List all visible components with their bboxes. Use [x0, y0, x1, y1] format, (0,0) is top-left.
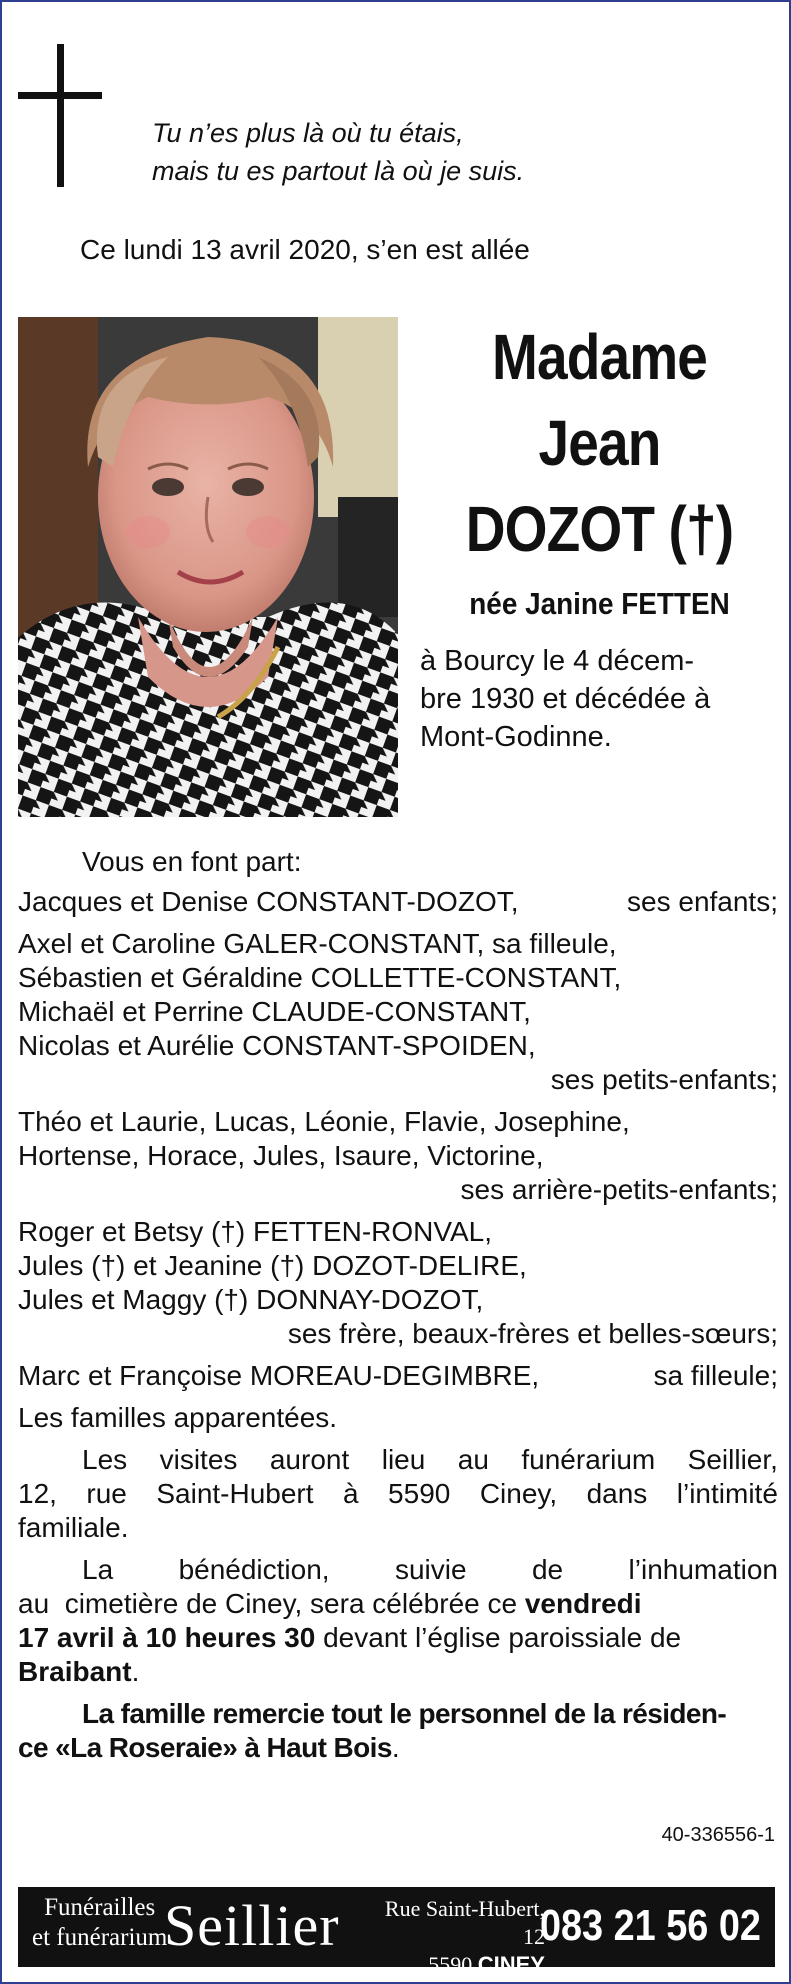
- word: La: [82, 1554, 114, 1585]
- godchild-row: [18, 1359, 778, 1393]
- word: Seillier,: [687, 1444, 778, 1475]
- birth-line: à Bourcy le 4 décem-: [420, 645, 695, 677]
- cross-icon: [57, 44, 64, 187]
- word: suivie: [394, 1554, 467, 1585]
- birth-details: [420, 642, 775, 756]
- announce-section: [18, 845, 778, 1765]
- epitaph-line: mais tu es partout là où je suis.: [152, 156, 525, 186]
- ceremony-day: vendredi: [524, 1588, 642, 1619]
- word: funérarium: [521, 1444, 656, 1475]
- postal-code: 5590: [428, 1952, 478, 1977]
- sibling-line: Roger et Betsy (†) FETTEN-RONVAL,: [18, 1216, 493, 1247]
- word: au: [457, 1444, 489, 1475]
- families-line: Les familles apparentées.: [18, 1402, 338, 1433]
- address-line: Rue Saint-Hubert, 12: [384, 1896, 545, 1949]
- intro-text: Ce lundi 13 avril 2020, s’en est allée: [80, 234, 530, 265]
- thanks-line: [18, 1731, 778, 1765]
- thanks-line: La famille remercie tout le personnel de la résiden-: [82, 1698, 727, 1729]
- children-name: Jacques et Denise CONSTANT-DOZOT,: [18, 886, 519, 917]
- word: de: [531, 1554, 564, 1585]
- sibling-line: Jules (†) et Jeanine (†) DOZOT-DELIRE,: [18, 1250, 527, 1281]
- city: CINEY: [477, 1952, 545, 1977]
- visits-line: [18, 1443, 778, 1477]
- word: l’inhumation: [628, 1554, 778, 1585]
- word: 5590: [388, 1478, 451, 1509]
- word: auront: [269, 1444, 350, 1475]
- grandchild-line: Axel et Caroline GALER-CONSTANT, sa filleule,: [18, 928, 617, 959]
- godchild-name: Marc et Françoise MOREAU-DEGIMBRE,: [18, 1360, 540, 1391]
- deceased-last-name: DOZOT (†): [465, 493, 734, 565]
- epitaph: [152, 114, 524, 190]
- ceremony-line: [18, 1655, 778, 1689]
- great-grandchild-line: Théo et Laurie, Lucas, Léonie, Flavie, Josephine,: [18, 1106, 630, 1137]
- banner-address: [375, 1895, 545, 1979]
- maiden-name: née Janine FETTEN: [469, 586, 730, 621]
- deceased-name-block: [412, 314, 787, 622]
- siblings-group: [18, 1215, 778, 1351]
- birth-line: Mont-Godinne.: [420, 721, 612, 753]
- ceremony-text: devant l’église paroissiale de: [315, 1622, 682, 1653]
- ceremony-time: 17 avril à 10 heures 30: [18, 1622, 316, 1653]
- deceased-title: Madame: [491, 321, 708, 393]
- word: Les: [82, 1444, 128, 1475]
- word: Ciney,: [479, 1478, 558, 1509]
- funeral-home-banner: [18, 1887, 775, 1977]
- word: 12,: [18, 1478, 57, 1509]
- grandchild-line: Sébastien et Géraldine COLLETTE-CONSTANT,: [18, 962, 622, 993]
- banner-subtitle-line: Funérailles: [44, 1894, 156, 1921]
- word: l’intimité: [676, 1478, 778, 1509]
- brand-name: Seillier: [164, 1893, 340, 1958]
- grandchildren-relation: ses petits-enfants;: [550, 1064, 778, 1095]
- reference-number: 40-336556-1: [661, 1824, 775, 1846]
- portrait-photo: [18, 317, 398, 817]
- ceremony-text: .: [131, 1656, 140, 1687]
- visits-line: [18, 1477, 778, 1511]
- address-line: [375, 1951, 545, 1979]
- word: lieu: [381, 1444, 426, 1475]
- visits-line: familiale.: [18, 1512, 129, 1543]
- ceremony-line: [18, 1587, 778, 1621]
- phone-number: 083 21 56 02: [540, 1901, 761, 1950]
- thanks-text: ce «La Roseraie» à Haut Bois: [18, 1732, 392, 1763]
- ceremony-line: [18, 1621, 778, 1655]
- grandchildren-group: [18, 927, 778, 1097]
- ceremony-paragraph: [18, 1553, 778, 1689]
- sibling-line: Jules et Maggy (†) DONNAY-DOZOT,: [18, 1284, 484, 1315]
- ceremony-text: au cimetière de Ciney, sera célébrée ce: [18, 1588, 525, 1619]
- cross-icon-bar: [18, 92, 102, 99]
- visits-paragraph: [18, 1443, 778, 1545]
- announce-lead: Vous en font part:: [82, 846, 302, 877]
- birth-line: bre 1930 et décédée à: [420, 683, 711, 715]
- grandchild-line: Michaël et Perrine CLAUDE-CONSTANT,: [18, 996, 531, 1027]
- ceremony-place: Braibant: [18, 1656, 132, 1687]
- deceased-first-name: Jean: [538, 407, 661, 479]
- thanks-paragraph: [18, 1697, 778, 1765]
- banner-subtitle: [32, 1893, 167, 1953]
- word: Saint-Hubert: [156, 1478, 314, 1509]
- great-grandchild-line: Hortense, Horace, Jules, Isaure, Victorine,: [18, 1140, 544, 1171]
- great-grandchildren-relation: ses arrière-petits-enfants;: [460, 1174, 778, 1205]
- siblings-relation: ses frère, beaux-frères et belles-sœurs;: [287, 1318, 778, 1349]
- great-grandchildren-group: [18, 1105, 778, 1207]
- grandchild-line: Nicolas et Aurélie CONSTANT-SPOIDEN,: [18, 1030, 536, 1061]
- godchild-relation: sa filleule;: [653, 1360, 778, 1391]
- children-relation: ses enfants;: [627, 886, 778, 917]
- word: visites: [159, 1444, 238, 1475]
- ceremony-line: [18, 1553, 778, 1587]
- word: bénédiction,: [178, 1554, 330, 1585]
- word: à: [343, 1478, 359, 1509]
- word: rue: [86, 1478, 127, 1509]
- children-row: [18, 885, 778, 919]
- thanks-text: .: [391, 1732, 400, 1763]
- word: dans: [586, 1478, 648, 1509]
- banner-subtitle-line: et funérarium: [32, 1924, 168, 1951]
- epitaph-line: Tu n’es plus là où tu étais,: [152, 118, 464, 148]
